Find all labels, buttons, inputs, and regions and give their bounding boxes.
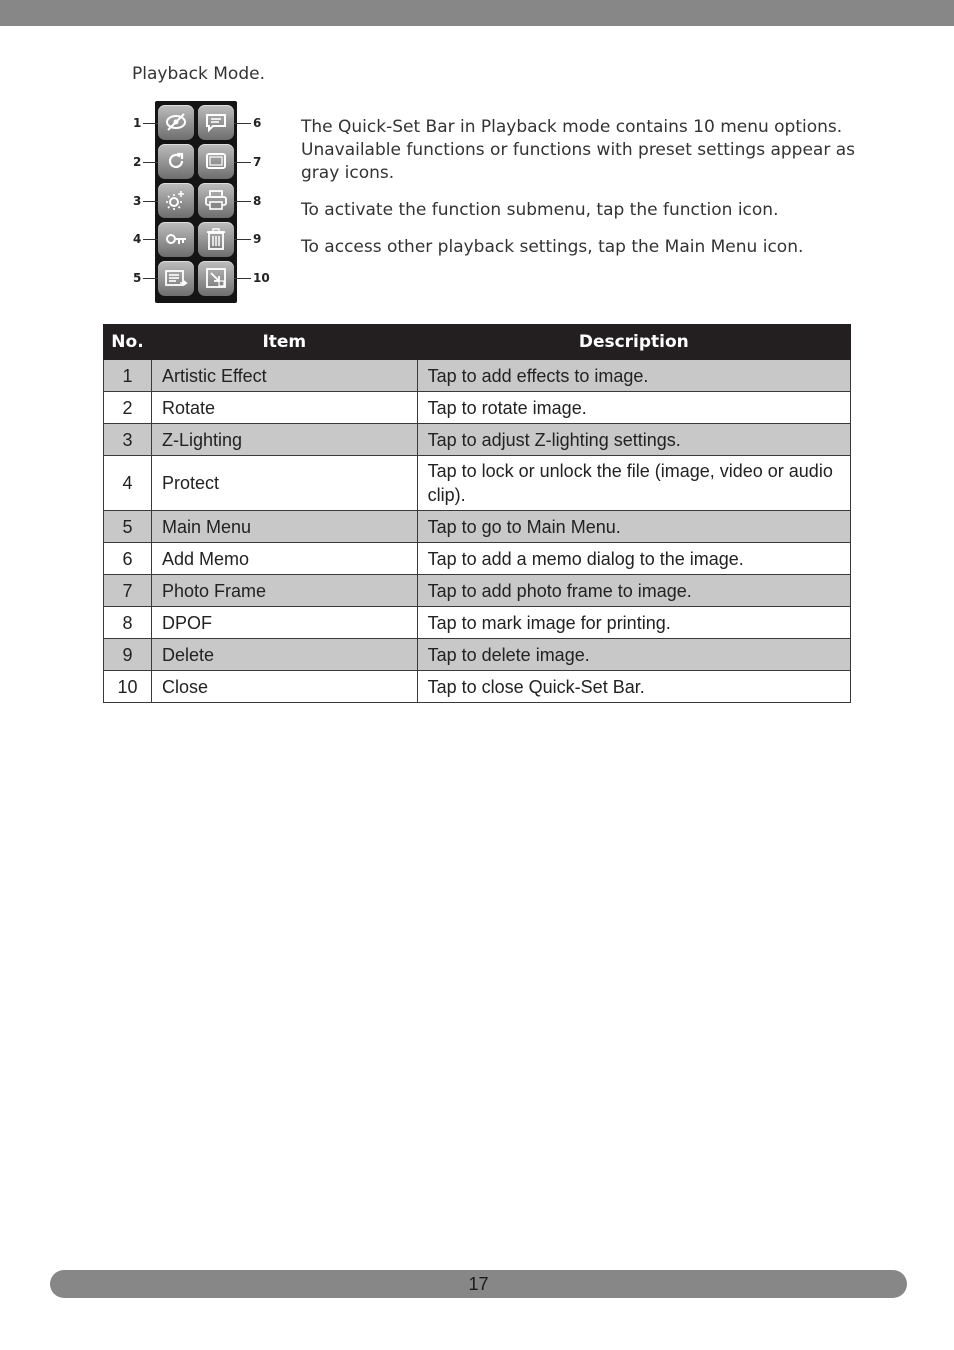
protect-key-icon <box>158 222 194 257</box>
row-number: 10 <box>104 671 152 703</box>
callout-leader <box>143 123 158 124</box>
table-row <box>104 511 851 543</box>
row-number: 9 <box>104 639 152 671</box>
callout-number: 6 <box>253 116 262 130</box>
row-description: Tap to close Quick-Set Bar. <box>417 671 850 703</box>
callout-leader <box>234 201 251 202</box>
callout-leader <box>234 239 251 240</box>
intro-text <box>301 116 861 273</box>
section-title: Playback Mode. <box>132 64 265 84</box>
callout-number: 7 <box>253 155 262 169</box>
table-header-row <box>104 325 851 360</box>
callout-number: 2 <box>133 155 142 169</box>
row-description: Tap to mark image for printing. <box>417 607 850 639</box>
table-row <box>104 639 851 671</box>
callout-leader <box>143 239 158 240</box>
table-row <box>104 575 851 607</box>
table-row <box>104 392 851 424</box>
row-item: Add Memo <box>151 543 417 575</box>
row-number: 8 <box>104 607 152 639</box>
rotate-icon <box>158 144 194 179</box>
callout-leader <box>143 162 158 163</box>
callout-number: 5 <box>133 271 142 285</box>
column-header-no: No. <box>104 325 152 360</box>
row-description: Tap to add photo frame to image. <box>417 575 850 607</box>
close-icon <box>198 261 234 296</box>
callout-number: 8 <box>253 194 262 208</box>
row-description: Tap to delete image. <box>417 639 850 671</box>
row-item: Photo Frame <box>151 575 417 607</box>
print-dpof-icon <box>198 183 234 218</box>
header-bar <box>0 0 954 26</box>
row-description: Tap to go to Main Menu. <box>417 511 850 543</box>
delete-trash-icon <box>198 222 234 257</box>
row-number: 4 <box>104 456 152 511</box>
row-description: Tap to add a memo dialog to the image. <box>417 543 850 575</box>
quickset-items-table <box>103 324 851 703</box>
table-row <box>104 607 851 639</box>
column-header-item: Item <box>151 325 417 360</box>
row-description: Tap to rotate image. <box>417 392 850 424</box>
row-item: Z-Lighting <box>151 424 417 456</box>
table-row <box>104 424 851 456</box>
table-row <box>104 360 851 392</box>
callout-number: 3 <box>133 194 142 208</box>
row-description: Tap to adjust Z-lighting settings. <box>417 424 850 456</box>
row-item: Main Menu <box>151 511 417 543</box>
row-item: Protect <box>151 456 417 511</box>
table-row <box>104 671 851 703</box>
callout-leader <box>143 278 158 279</box>
row-item: Close <box>151 671 417 703</box>
add-memo-icon <box>198 105 234 140</box>
row-item: Artistic Effect <box>151 360 417 392</box>
intro-paragraph: To access other playback settings, tap the Main Menu icon. <box>301 237 804 257</box>
main-menu-icon <box>158 261 194 296</box>
row-number: 6 <box>104 543 152 575</box>
table-row <box>104 543 851 575</box>
column-header-description: Description <box>417 325 850 360</box>
photo-frame-icon <box>198 144 234 179</box>
callout-number: 1 <box>133 116 142 130</box>
callout-number: 10 <box>253 271 270 285</box>
table-row <box>104 456 851 511</box>
row-description: Tap to lock or unlock the file (image, video or audio clip). <box>417 456 850 511</box>
callout-leader <box>234 278 251 279</box>
row-item: Rotate <box>151 392 417 424</box>
quickset-bar-illustration <box>155 101 237 303</box>
page-number: 17 <box>468 1274 489 1294</box>
artistic-effect-icon <box>158 105 194 140</box>
row-description: Tap to add effects to image. <box>417 360 850 392</box>
footer-bar <box>50 1270 907 1298</box>
row-item: DPOF <box>151 607 417 639</box>
callout-leader <box>143 201 158 202</box>
callout-number: 9 <box>253 232 262 246</box>
row-number: 5 <box>104 511 152 543</box>
row-number: 1 <box>104 360 152 392</box>
intro-paragraph: To activate the function submenu, tap the function icon. <box>301 200 779 220</box>
intro-paragraph: The Quick-Set Bar in Playback mode contains 10 menu options. Unavailable functions or functions with preset settings appear as gray icons. <box>301 117 856 183</box>
callout-leader <box>234 162 251 163</box>
row-number: 2 <box>104 392 152 424</box>
row-number: 7 <box>104 575 152 607</box>
row-item: Delete <box>151 639 417 671</box>
row-number: 3 <box>104 424 152 456</box>
z-lighting-icon <box>158 183 194 218</box>
callout-leader <box>234 123 251 124</box>
callout-number: 4 <box>133 232 142 246</box>
